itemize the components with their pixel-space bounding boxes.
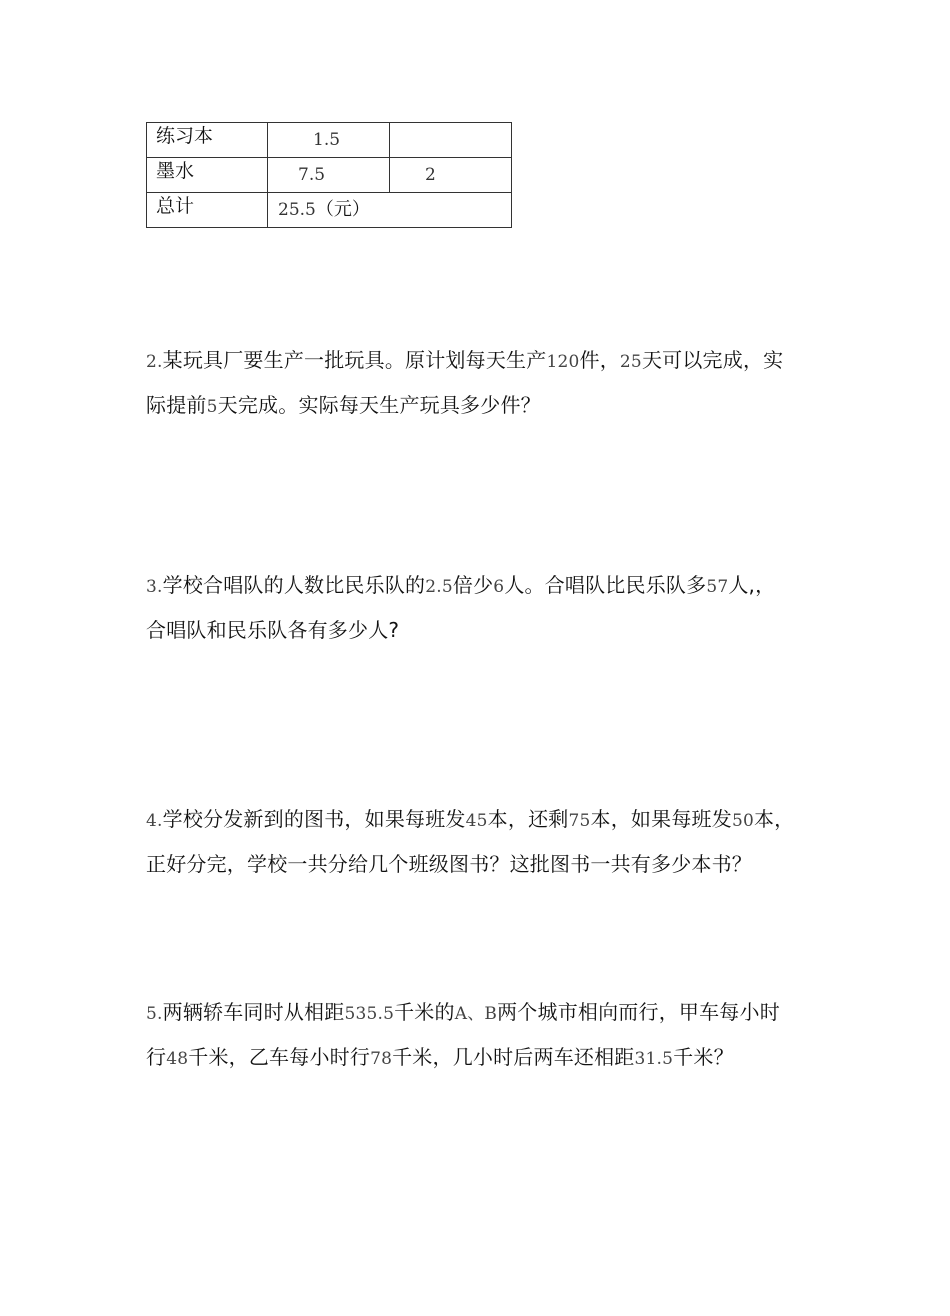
problem-line (146, 1036, 836, 1081)
problem-number-value: 2.5 (425, 577, 453, 597)
problem-number-value: 535.5 (344, 1004, 395, 1024)
problem-text: 际提前 (146, 393, 207, 417)
problem-text: 本，还剩 (487, 807, 569, 831)
item-price-cell (268, 123, 390, 158)
problem-text: 千米，几小时后两车还相距 (392, 1045, 635, 1069)
problem-number: 2. (146, 352, 163, 372)
total-value: 25.5 (278, 200, 316, 220)
problem-text: 件， (579, 348, 620, 372)
problem-5 (146, 991, 836, 1081)
problem-text: 倍少 (452, 573, 494, 597)
problem-number: 4. (146, 811, 163, 831)
table-row (147, 123, 512, 158)
problem-text: 千米？ (673, 1045, 734, 1069)
price-table (146, 122, 512, 228)
problem-number-value: 75 (568, 811, 591, 831)
problem-text: 天可以完成，实 (641, 348, 784, 372)
problem-2 (146, 339, 836, 429)
problem-number-value: 50 (731, 811, 754, 831)
problem-text: 学校合唱队的人数比民乐队的 (162, 573, 426, 597)
problem-number-value: 6 (493, 577, 505, 597)
problem-text: 人。合唱队比民乐队多 (504, 573, 707, 597)
problem-text: 千米的 (394, 1000, 455, 1024)
total-unit: （元） (315, 199, 370, 220)
problem-number: 3. (146, 577, 163, 597)
problem-line (146, 991, 836, 1036)
problem-number: 5. (146, 1004, 163, 1024)
table-row (147, 158, 512, 193)
problem-line (146, 798, 836, 843)
problem-number-value: A、B (454, 1004, 498, 1024)
problem-text: 本， (753, 807, 795, 831)
problem-text: 行 (146, 1045, 167, 1069)
item-name-cell: 练习本 (147, 123, 268, 158)
problem-text: 某玩具厂要生产一批玩具。原计划每天生产 (162, 348, 547, 372)
problem-number-value: 120 (546, 352, 580, 372)
problem-number-value: 25 (619, 352, 642, 372)
problem-text: 学校分发新到的图书，如果每班发 (162, 807, 466, 831)
total-label-cell: 总计 (147, 193, 268, 228)
problem-line (146, 384, 836, 429)
problem-text: 正好分完，学校一共分给几个班级图书？这批图书一共有多少本书？ (146, 852, 752, 876)
problem-number-value: 31.5 (634, 1049, 674, 1069)
total-value-cell (268, 193, 512, 228)
problem-text: 本，如果每班发 (590, 807, 732, 831)
problem-text: 天完成。实际每天生产玩具多少件？ (217, 393, 541, 417)
problem-line (146, 609, 836, 652)
problem-text: 两辆轿车同时从相距 (162, 1000, 345, 1024)
problem-number-value: 45 (465, 811, 488, 831)
problem-text: 两个城市相向而行，甲车每小时 (497, 1000, 780, 1024)
item-name-cell: 墨水 (147, 158, 268, 193)
problem-3 (146, 564, 836, 652)
problem-number-value: 5 (206, 397, 218, 417)
problem-number-value: 78 (370, 1049, 393, 1069)
problem-text: 合唱队和民乐队各有多少人? (146, 618, 400, 642)
problem-line (146, 843, 836, 886)
table-row (147, 193, 512, 228)
item-price-cell: 7.5 (268, 158, 390, 193)
problem-line (146, 564, 836, 609)
problem-number-value: 57 (706, 577, 729, 597)
item-qty-cell (390, 123, 512, 158)
problem-number-value: 48 (166, 1049, 189, 1069)
problem-4 (146, 798, 836, 886)
item-qty-cell: 2 (390, 158, 512, 193)
problem-line (146, 339, 836, 384)
price-value: 1.5 (313, 130, 341, 150)
problem-text: 千米，乙车每小时行 (188, 1045, 371, 1069)
problem-text: 人,， (728, 573, 776, 597)
